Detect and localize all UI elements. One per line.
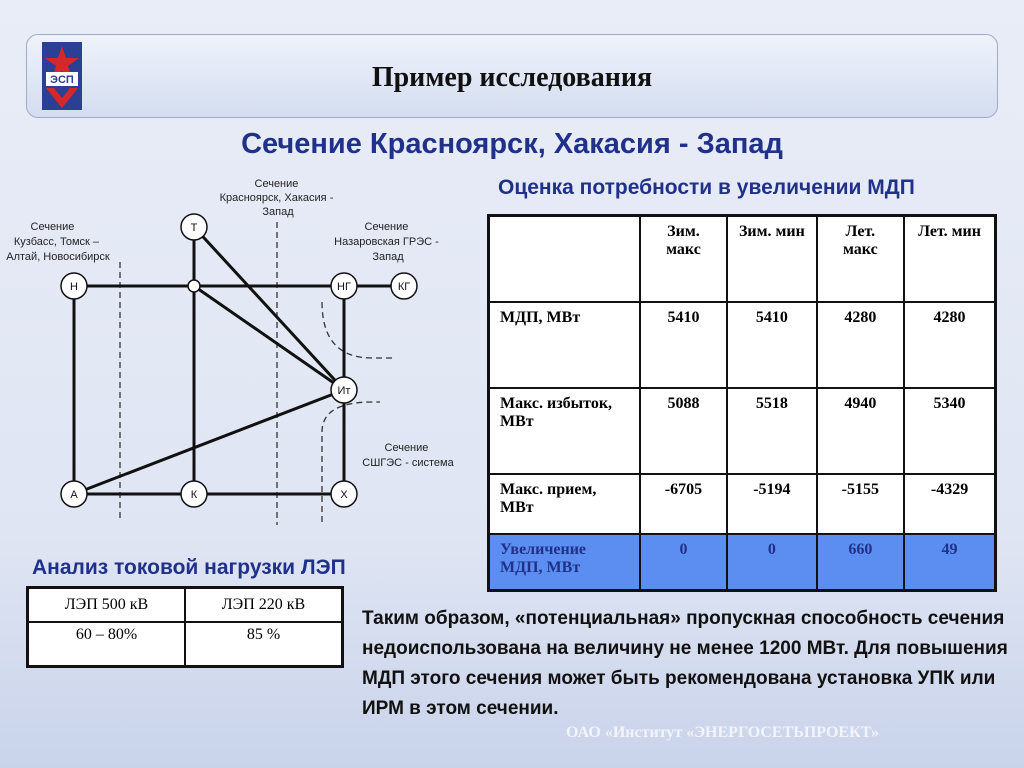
table-row	[489, 474, 996, 534]
section-sshges-label: Сечение СШГЭС - система	[362, 442, 454, 469]
logo-text: ЭСП	[50, 74, 74, 86]
mdp-heading: Оценка потребности в увеличении МДП	[498, 176, 915, 199]
section-center-label: Сечение Красноярск, Хакасия - Запад	[219, 178, 334, 218]
row-label: Макс. прием, МВт	[489, 474, 640, 534]
table-cell: 60 – 80%	[28, 622, 186, 667]
table-cell: 4280	[904, 302, 995, 388]
footer-organization: ОАО «Институт «ЭНЕРГОСЕТЬПРОЕКТ»	[566, 724, 879, 741]
conclusion-text: Таким образом, «потенциальная» пропускная способность сечения недоиспользована на величину не менее 1200 МВт. Для повышения МДП этого сечения может быть рекомендована установка УПК или ИРМ в этом сечении.	[362, 608, 1008, 719]
section-right-label: Сечение Назаровская ГРЭС - Запад	[334, 221, 439, 263]
load-analysis-table	[26, 586, 344, 668]
table-cell: 5340	[904, 388, 995, 474]
table-header-cell: Зим. мин	[727, 216, 816, 303]
table-cell: 4280	[817, 302, 904, 388]
table-row	[489, 302, 996, 388]
table-cell: -5194	[727, 474, 816, 534]
section-left-label: Сечение Кузбасс, Томск – Алтай, Новосибирск	[6, 221, 110, 263]
node-n	[61, 273, 87, 299]
svg-text:НГ: НГ	[337, 281, 351, 293]
svg-text:Х: Х	[340, 489, 348, 501]
table-cell: 4940	[817, 388, 904, 474]
node-ng	[331, 273, 357, 299]
table-cell	[489, 216, 640, 303]
table-cell: 5410	[727, 302, 816, 388]
section-lines	[120, 222, 395, 525]
svg-text:Ит: Ит	[337, 385, 351, 397]
table-cell: -6705	[640, 474, 727, 534]
table-cell: -4329	[904, 474, 995, 534]
node-x	[331, 481, 357, 507]
node-t	[181, 214, 207, 240]
table-cell: 5518	[727, 388, 816, 474]
table-header-cell: Лет. мин	[904, 216, 995, 303]
table-header-row	[28, 588, 343, 623]
svg-text:К: К	[190, 489, 198, 501]
svg-text:КГ: КГ	[397, 281, 411, 293]
table-cell: 5410	[640, 302, 727, 388]
table-cell: 0	[727, 534, 816, 591]
table-row	[489, 388, 996, 474]
table-row	[28, 622, 343, 667]
node-kg	[391, 273, 417, 299]
row-label: МДП, МВт	[489, 302, 640, 388]
table-cell: 49	[904, 534, 995, 591]
junction-node	[188, 280, 200, 292]
table-cell: 5088	[640, 388, 727, 474]
table-cell: 660	[817, 534, 904, 591]
table-cell: 0	[640, 534, 727, 591]
table-header-cell: ЛЭП 220 кВ	[185, 588, 343, 623]
svg-text:Н: Н	[70, 281, 78, 293]
section-subtitle: Сечение Красноярск, Хакасия - Запад	[241, 128, 783, 160]
svg-text:Т: Т	[190, 222, 198, 234]
table-row-highlight	[489, 534, 996, 591]
table-header-row	[489, 216, 996, 303]
table-cell: 85 %	[185, 622, 343, 667]
node-it	[331, 377, 357, 403]
table-cell: -5155	[817, 474, 904, 534]
row-label: Увеличение МДП, МВт	[489, 534, 640, 591]
svg-text:А: А	[70, 489, 78, 501]
page-title: Пример исследования	[371, 62, 653, 93]
table-header-cell: Лет. макс	[817, 216, 904, 303]
node-a	[61, 481, 87, 507]
row-label: Макс. избыток, МВт	[489, 388, 640, 474]
table-header-cell: ЛЭП 500 кВ	[28, 588, 186, 623]
transmission-lines	[74, 227, 404, 494]
node-k	[181, 481, 207, 507]
mdp-table	[487, 214, 997, 592]
load-analysis-heading: Анализ токовой нагрузки ЛЭП	[32, 556, 346, 579]
network-diagram	[0, 170, 470, 540]
table-header-cell: Зим. макс	[640, 216, 727, 303]
